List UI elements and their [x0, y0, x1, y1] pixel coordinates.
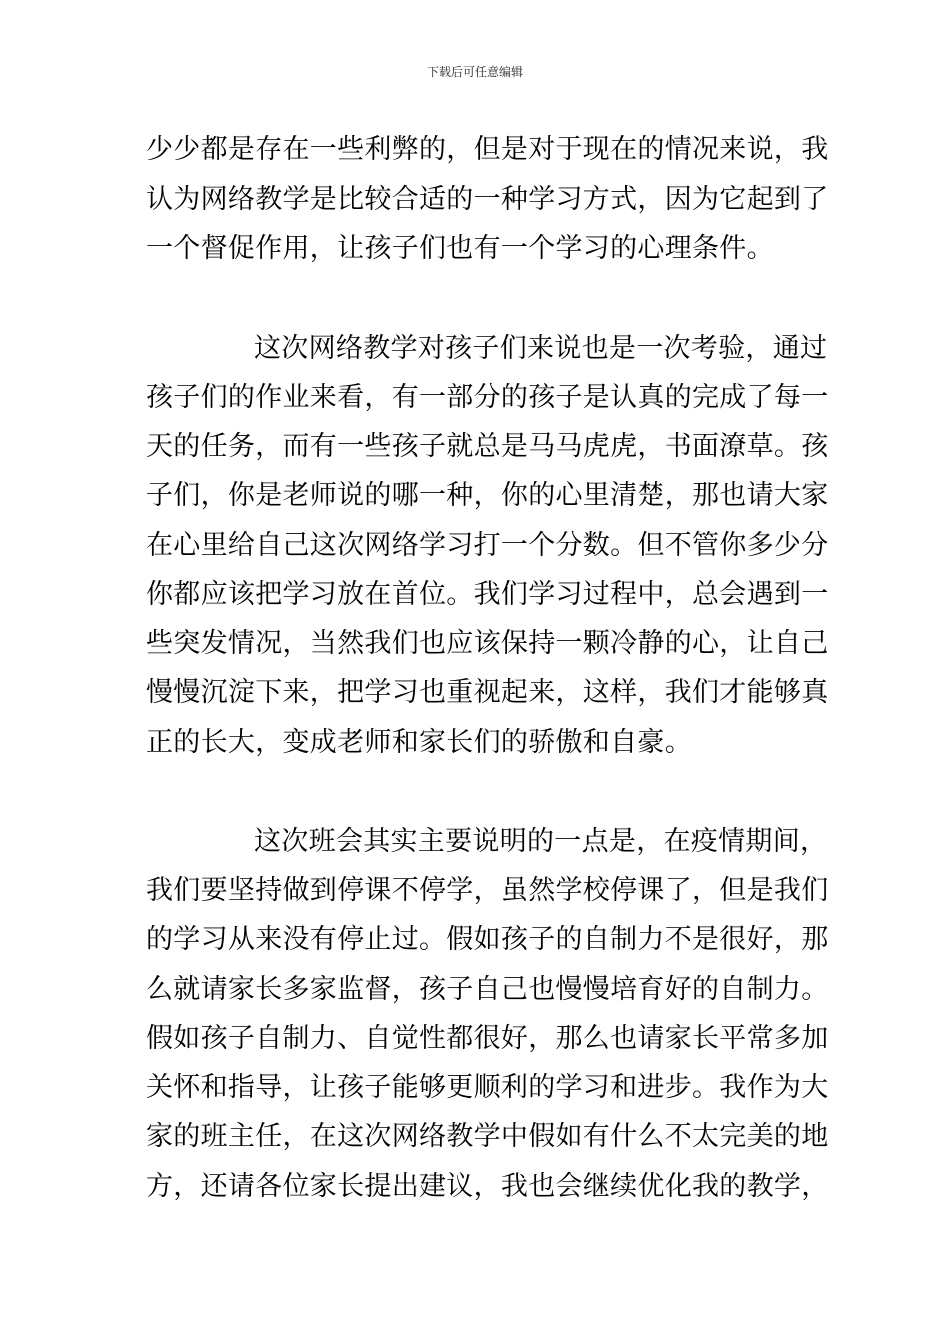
text-line: 慢慢沉淀下来，把学习也重视起来，这样，我们才能够真 [146, 677, 829, 708]
text-line: 些突发情况，当然我们也应该保持一颗冷静的心，让自己 [146, 628, 829, 659]
text-line: 么就请家长多家监督，孩子自己也慢慢培育好的自制力。 [146, 974, 829, 1005]
text-line: 孩子们的作业来看，有一部分的孩子是认真的完成了每一 [146, 382, 829, 413]
text-line: 正的长大，变成老师和家长们的骄傲和自豪。 [146, 727, 692, 758]
text-line: 关怀和指导，让孩子能够更顺利的学习和进步。我作为大 [146, 1072, 829, 1103]
text-line: 你都应该把学习放在首位。我们学习过程中，总会遇到一 [146, 579, 829, 610]
paragraph-first-line: 这次网络教学对孩子们来说也是一次考验，通过 [254, 333, 828, 364]
text-line: 子们，你是老师说的哪一种，你的心里清楚，那也请大家 [146, 480, 829, 511]
text-line: 方，还请各位家长提出建议，我也会继续优化我的教学， [146, 1171, 829, 1202]
text-line: 在心里给自己这次网络学习打一个分数。但不管你多少分 [146, 530, 829, 561]
paragraph-first-line: 这次班会其实主要说明的一点是，在疫情期间， [254, 826, 828, 857]
header-note: 下载后可任意编辑 [426, 65, 523, 79]
text-line: 一个督促作用，让孩子们也有一个学习的心理条件。 [146, 233, 774, 264]
text-line: 的学习从来没有停止过。假如孩子的自制力不是很好，那 [146, 924, 829, 955]
text-line: 假如孩子自制力、自觉性都很好，那么也请家长平常多加 [146, 1023, 829, 1054]
text-line: 认为网络教学是比较合适的一种学习方式，因为它起到了 [146, 184, 829, 215]
text-line: 我们要坚持做到停课不停学，虽然学校停课了，但是我们 [146, 875, 829, 906]
text-line: 少少都是存在一些利弊的，但是对于现在的情况来说，我 [146, 134, 829, 165]
text-line: 家的班主任，在这次网络教学中假如有什么不太完美的地 [146, 1121, 829, 1152]
text-line: 天的任务，而有一些孩子就总是马马虎虎，书面潦草。孩 [146, 431, 829, 462]
